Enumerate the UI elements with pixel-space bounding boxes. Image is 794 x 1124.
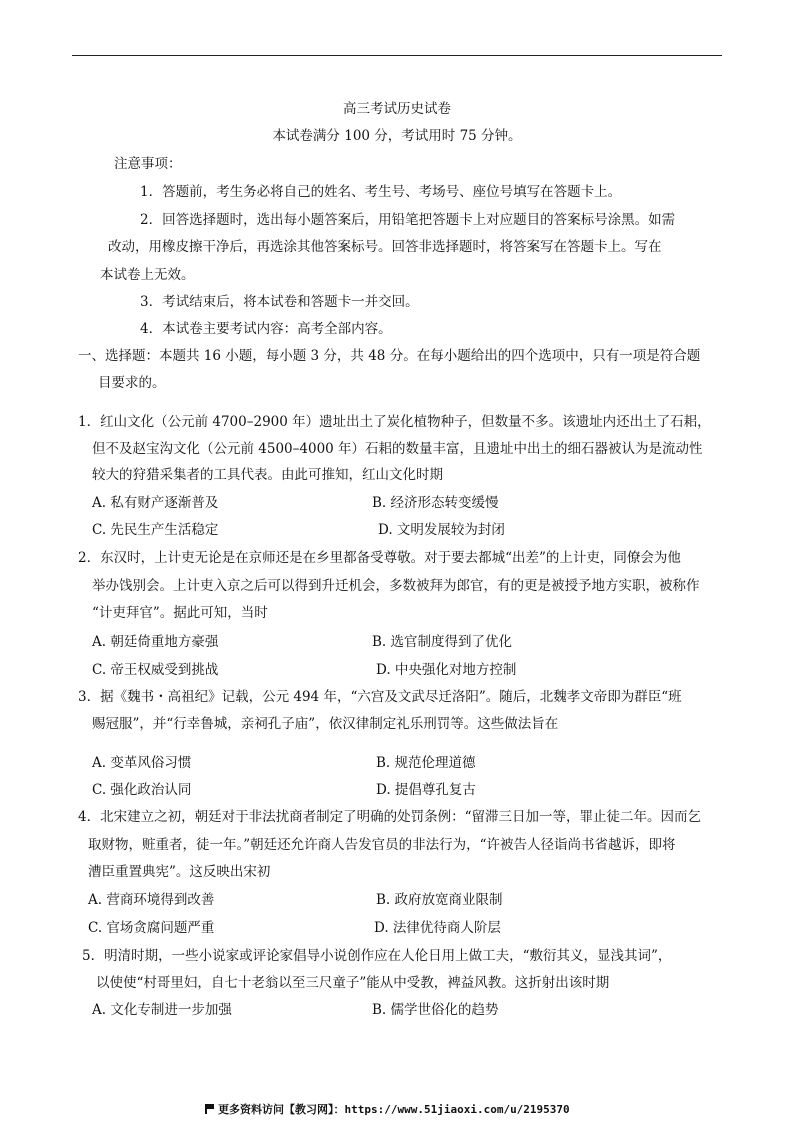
flag-icon (205, 1104, 214, 1114)
q1-stem-line-1: 1．红山文化（公元前 4700–2900 年）遗址出土了炭化植物种子，但数量不多。该遗址内还出土了石耜， (78, 414, 711, 430)
q2-stem-line-2: 举办饯别会。上计吏入京之后可以得到升迁机会，多数被拜为郎官，有的更是被授予地方实职，被称作 (92, 578, 700, 594)
q1-option-a: A. 私有财产逐渐普及 (92, 495, 219, 511)
q3-option-c: C. 强化政治认同 (92, 782, 192, 798)
q5-option-b: B. 儒学世俗化的趋势 (372, 1002, 499, 1018)
note-item-1: 1．答题前，考生务必将自己的姓名、考生号、考场号、座位号填写在答题卡上。 (140, 184, 622, 200)
page-title: 高三考试历史试卷 (343, 101, 451, 117)
section-heading-line-1: 一、选择题：本题共 16 小题，每小题 3 分，共 48 分。在每小题给出的四个选项中，只有一项是符合题 (78, 348, 701, 364)
q1-option-b: B. 经济形态转变缓慢 (372, 495, 499, 511)
note-item-3: 3．考试结束后，将本试卷和答题卡一并交回。 (140, 294, 419, 310)
q4-stem-line-2: 取财物，赃重者，徒一年。”朝廷还允许商人告发官员的非法行为，“许被告人径诣尚书省越诉，即将 (88, 837, 676, 853)
q2-stem-line-3: “计吏拜官”。据此可知，当时 (92, 605, 268, 621)
note-item-2-line-3: 本试卷上无效。 (100, 267, 195, 283)
notes-heading: 注意事项： (114, 156, 182, 172)
q5-option-a: A. 文化专制进一步加强 (92, 1002, 232, 1018)
note-item-2-line-2: 改动，用橡皮擦干净后，再选涂其他答案标号。回答非选择题时，将答案写在答题卡上。写在 (108, 239, 662, 255)
q2-stem-line-1: 2．东汉时，上计吏无论是在京师还是在乡里都备受尊敬。对于要去都城“出差”的上计吏，同僚会为他 (78, 550, 681, 566)
q4-option-a: A. 营商环境得到改善 (88, 892, 215, 908)
note-item-2-line-1: 2．回答选择题时，选出每小题答案后，用铅笔把答题卡上对应题目的答案标号涂黑。如需 (140, 212, 676, 228)
q5-stem-line-1: 5．明清时期，一些小说家或评论家倡导小说创作应在人伦日用上做工夫，“敷衍其义，显浅其词”， (82, 948, 672, 964)
q1-stem-line-3: 较大的狩猎采集者的工具代表。由此可推知，红山文化时期 (92, 467, 443, 483)
footer-text: 更多资料访问【教习网】：https://www.51jiaoxi.com/u/2195370 (218, 1103, 570, 1116)
q3-stem-line-2: 赐冠服”，并“行幸鲁城，亲祠孔子庙”，依汉律制定礼乐刑罚等。这些做法旨在 (92, 716, 559, 732)
q1-option-c: C. 先民生产生活稳定 (92, 522, 219, 538)
q1-stem-line-2: 但不及赵宝沟文化（公元前 4500–4000 年）石耜的数量丰富，且遗址中出土的细石器被认为是流动性 (92, 441, 703, 457)
q4-option-b: B. 政府放宽商业限制 (376, 892, 503, 908)
q4-option-d: D. 法律优待商人阶层 (374, 920, 501, 936)
q3-option-b: B. 规范伦理道德 (376, 755, 476, 771)
q1-option-d: D. 文明发展较为封闭 (378, 522, 505, 538)
q5-stem-line-2: 以使使“村哥里妇，自七十老翁以至三尺童子”能从中受教，裨益风教。这折射出该时期 (96, 975, 610, 991)
page-subtitle: 本试卷满分 100 分，考试用时 75 分钟。 (272, 128, 522, 144)
q4-option-c: C. 官场贪腐问题严重 (88, 920, 215, 936)
q2-option-a: A. 朝廷倚重地方豪强 (92, 634, 219, 650)
q2-option-c: C. 帝王权威受到挑战 (92, 662, 219, 678)
section-heading-line-2: 目要求的。 (98, 375, 166, 391)
q4-stem-line-3: 漕臣重置典宪”。这反映出宋初 (88, 864, 271, 880)
q4-stem-line-1: 4．北宋建立之初，朝廷对于非法扰商者制定了明确的处罚条例：“留滞三日加一等，罪止徒二年。因而乞 (78, 809, 701, 825)
q3-option-a: A. 变革风俗习惯 (92, 755, 192, 771)
footer-link[interactable] (205, 1101, 570, 1117)
q2-option-d: D. 中央强化对地方控制 (376, 662, 517, 678)
header-rule (72, 55, 722, 56)
q2-option-b: B. 选官制度得到了优化 (372, 634, 513, 650)
q3-option-d: D. 提倡尊孔复古 (376, 782, 476, 798)
q3-stem-line-1: 3．据《魏书・高祖纪》记载，公元 494 年，“六宫及文武尽迁洛阳”。随后，北魏孝文帝即为群臣“班 (78, 689, 682, 705)
note-item-4: 4．本试卷主要考试内容：高考全部内容。 (140, 321, 392, 337)
